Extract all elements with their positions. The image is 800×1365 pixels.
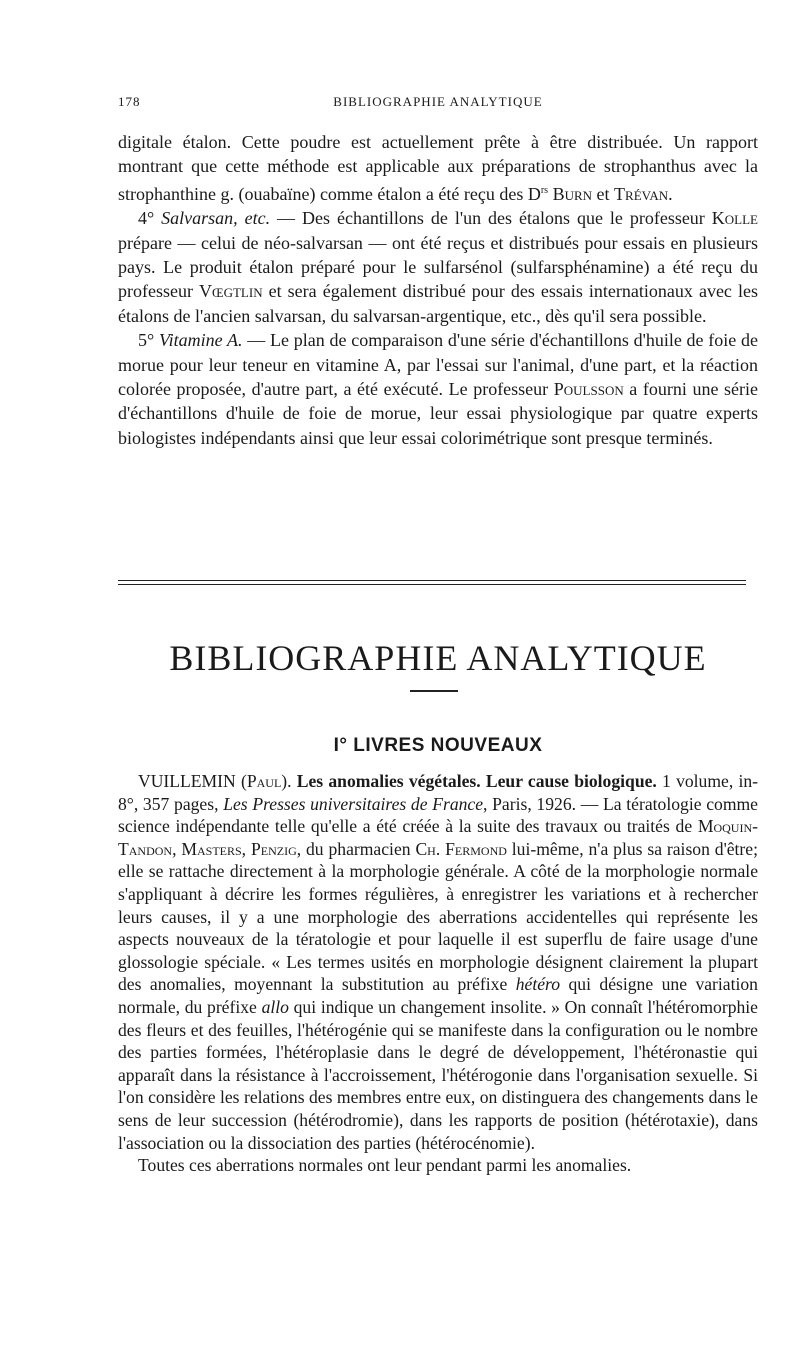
running-title: BIBLIOGRAPHIE ANALYTIQUE bbox=[333, 94, 543, 109]
review-author: VUILLEMIN bbox=[138, 771, 236, 791]
top-text-block bbox=[118, 130, 758, 450]
review-author-first: Paul bbox=[246, 771, 282, 791]
title-underline bbox=[410, 690, 458, 692]
section-subtitle: I° LIVRES NOUVEAUX bbox=[333, 735, 543, 756]
name-burn: Burn bbox=[552, 183, 593, 204]
prefix-hetero: hétéro bbox=[515, 974, 561, 995]
name-kolle: Kolle bbox=[711, 208, 758, 229]
item-title-salvarsan: Salvarsan, etc. bbox=[161, 208, 271, 229]
review-names-1: Moquin-Tandon, Masters, Penzig bbox=[118, 816, 758, 859]
paragraph-salvarsan: 4° Salvarsan, etc. — Des échantillons de l'un des étalons que le professeur Kolle prépare — celui de néo-salvarsan — ont été reçus et distribués pour essais en plusieurs pays. Le produit étalon préparé pour le sulfarsénol (sulfarsphénamine) a été reçu du professeur Vœgtlin et sera également distribué pour des essais internationaux avec les étalons de l'ancien salvarsan, du salvarsan-argentique, etc., dès qu'il sera possible. bbox=[118, 208, 758, 326]
section-divider-rule-bottom bbox=[118, 584, 746, 585]
running-head bbox=[118, 94, 758, 116]
review-names-2: Ch. Fermond bbox=[415, 838, 507, 859]
review-publisher: Les Presses universitaires de France bbox=[223, 793, 484, 814]
section-divider-rule-top bbox=[118, 580, 746, 581]
prefix-allo: allo bbox=[261, 996, 289, 1017]
item-title-vitamine: Vitamine A. bbox=[158, 330, 243, 351]
name-trevan: Trévan bbox=[614, 183, 669, 204]
paragraph-digitale: digitale étalon. Cette poudre est actuellement prête à être distribuée. Un rapport montrant que cette méthode est applicable aux préparations de strophanthus avec la strophanthine g. (ouabaïne) comme étalon a été reçu des $D^{rs}$ Burn et Trévan. bbox=[118, 132, 758, 204]
section-title: BIBLIOGRAPHIE ANALYTIQUE bbox=[169, 638, 707, 678]
name-poulsson: Poulsson bbox=[553, 379, 624, 400]
review-last-line: Toutes ces aberrations normales ont leur pendant parmi les anomalies. bbox=[138, 1155, 632, 1176]
review-book-title: Les anomalies végétales. Leur cause biologique. bbox=[296, 771, 657, 791]
review-paragraph: VUILLEMIN (Paul). Les anomalies végétales. Leur cause biologique. 1 volume, in-8°, 357 pages, Les Presses universitaires de France, Paris, 1926. — La tératologie comme science indépendante telle qu'elle a été créée à la suite des travaux ou traités de Moquin-Tandon, Masters, Penzig, du pharmacien Ch. Fermond lui-même, n'a plus sa raison d'être; elle se rattache directement à la morphologie générale. A côté de la morphologie normale s'appliquant à décrire les formes régulières, à enregistrer les variations et à rechercher leurs causes, il y a une morphologie des aberrations accidentelles qui représente les aspects nouveaux de la tératologie et pour laquelle il est superflu de faire usage d'une glossologie spéciale. « Les termes usités en morphologie désignent clairement la plupart des anomalies, moyennant la substitution au préfixe hétéro qui désigne une variation normale, du préfixe allo qui indique un changement insolite. » On connaît l'hétéromorphie des fleurs et des feuilles, l'hétérogénie qui se manifeste dans la configuration ou le nombre des parties formées, l'hétéroplasie dans le degré de développement, l'hétéronastie qui apparaît dans la résistance à l'accroissement, l'hétérogonie dans l'organisation sexuelle. Si l'on considère les relations des membres entre eux, on distinguera des changements dans le sens de leur succession (hétérodromie), dans les rapports de position (hétérotaxie), dans l'association ou la dissociation des parties (hétérocénomie). bbox=[118, 771, 759, 1153]
page-number: 178 bbox=[118, 94, 141, 109]
name-voegtlin: Vœgtlin bbox=[199, 281, 263, 302]
paragraph-vitamine: 5° Vitamine A. — Le plan de comparaison d'une série d'échantillons d'huile de foie de morue pour leur teneur en vitamine A, par l'essai sur l'animal, d'une part, et la réaction colorée proposée, d'autre part, a été exécuté. Le professeur Poulsson a fourni une série d'échantillons d'huile de foie de morue, leur essai physiologique par quatre experts biologistes indépendants ainsi que leur essai colorimétrique sont presque terminés. bbox=[118, 330, 759, 448]
review-block bbox=[118, 770, 758, 1177]
